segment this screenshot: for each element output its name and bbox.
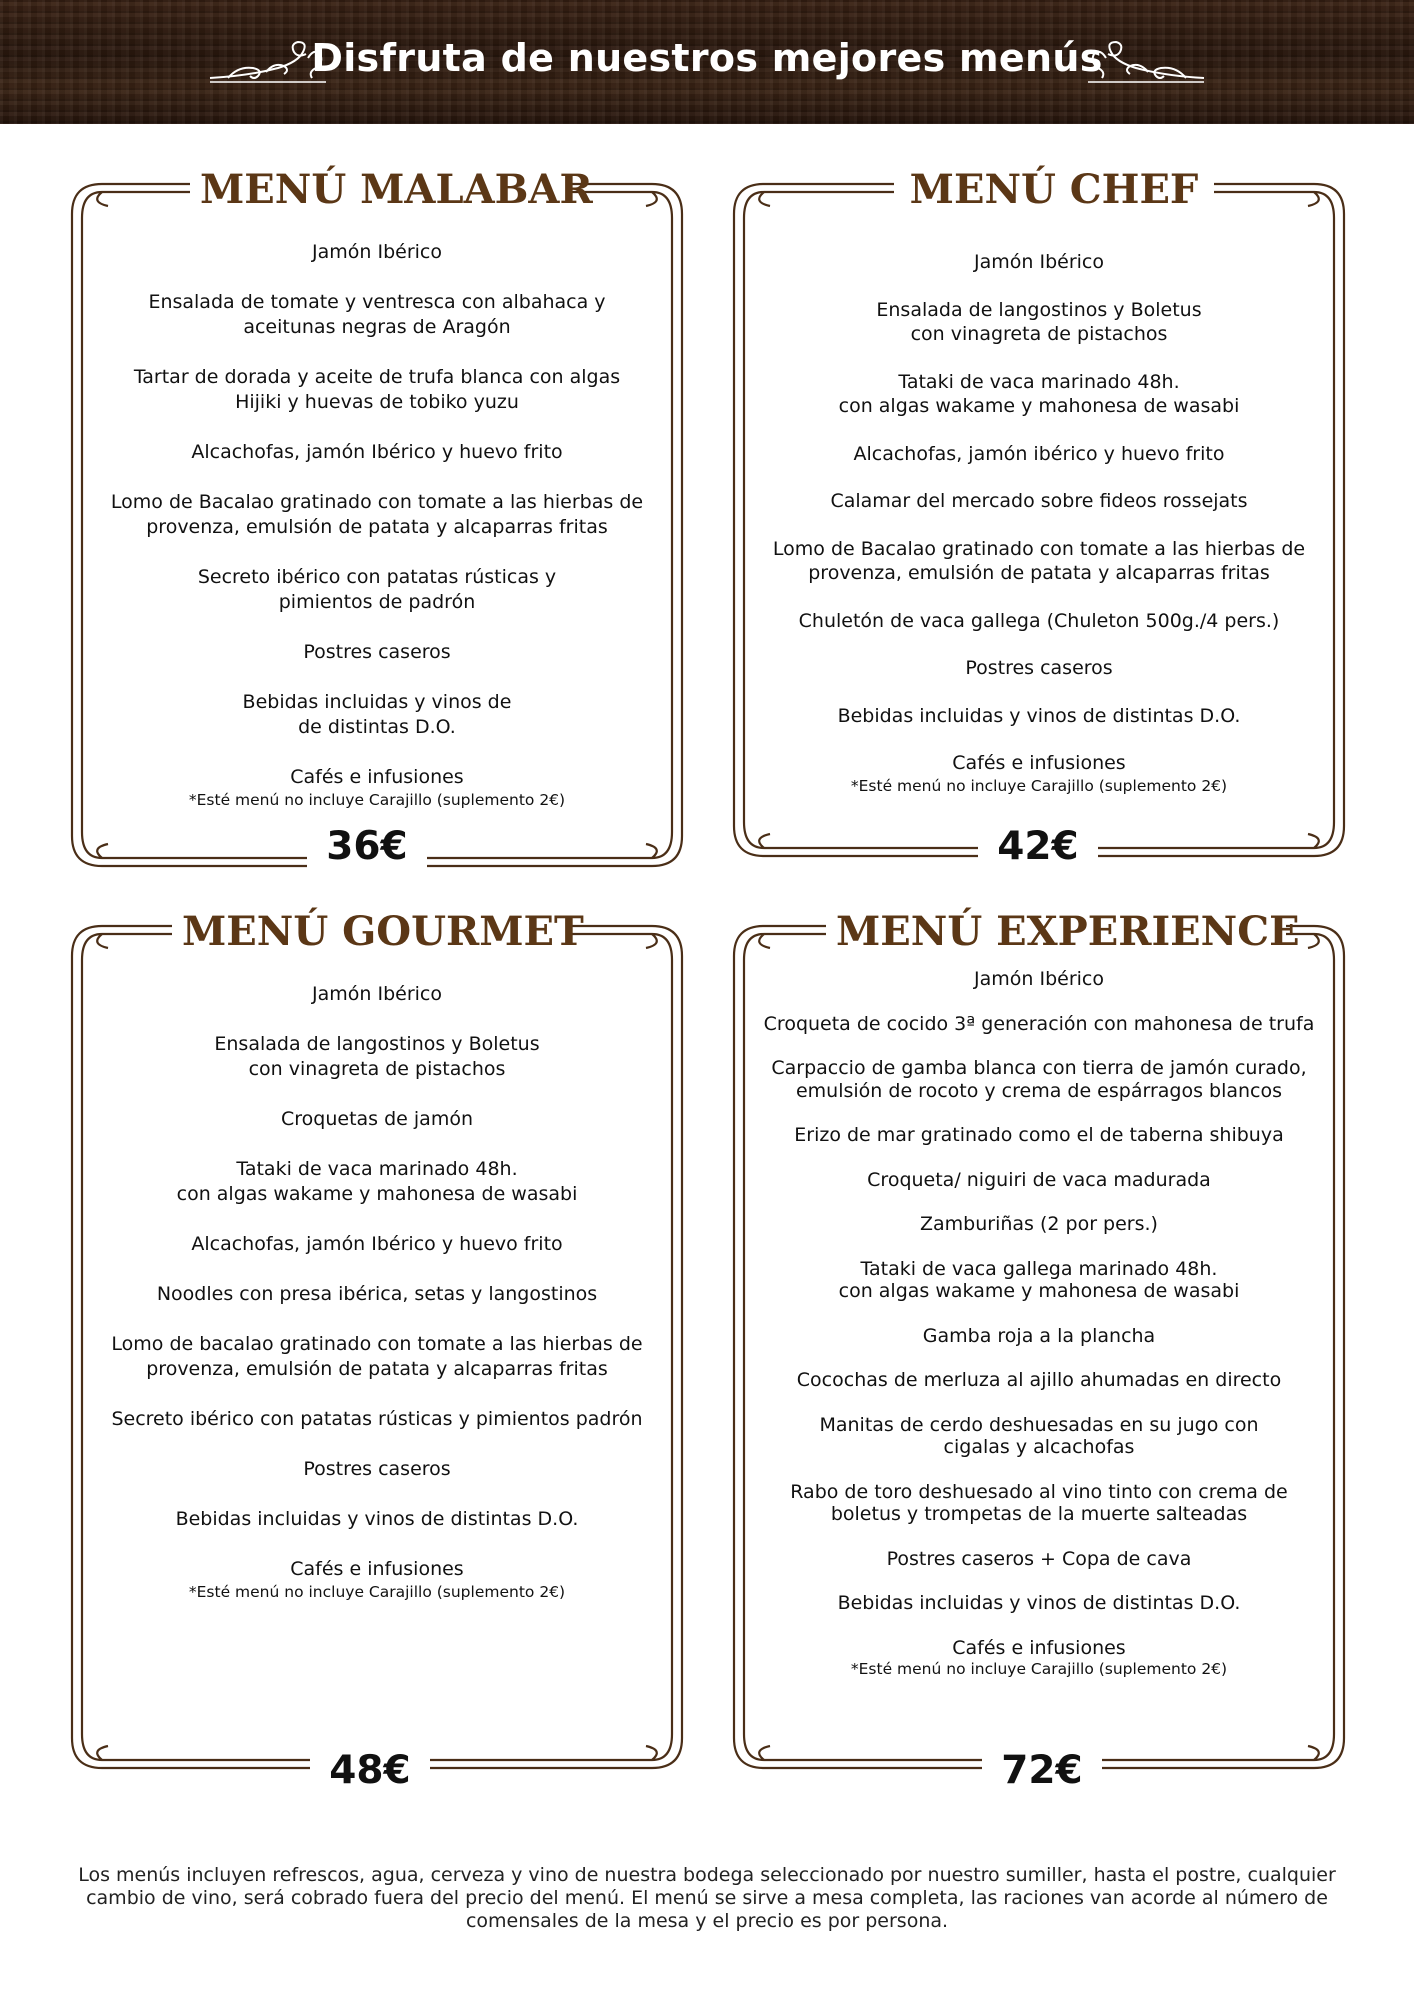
menu-item: Lomo de Bacalao gratinado con tomate a las hierbas de provenza, emulsión de patata y alcaparras fritas	[110, 491, 644, 538]
menu-items	[746, 250, 1332, 796]
menu-item: Cocochas de merluza al ajillo ahumadas en directo	[796, 1369, 1282, 1391]
menu-item: Bebidas incluidas y vinos de de distintas D.O.	[242, 691, 512, 738]
header-banner	[0, 0, 1414, 124]
menu-card-chef	[726, 160, 1352, 870]
menu-item: Rabo de toro deshuesado al vino tinto con crema de boletus y trompetas de la muerte salteadas	[790, 1480, 1288, 1525]
menu-item: Croqueta de cocido 3ª generación con mahonesa de trufa	[763, 1012, 1315, 1035]
item-list	[84, 240, 670, 790]
menu-item: Alcachofas, jamón ibérico y huevo frito	[853, 442, 1225, 465]
menu-item: Tataki de vaca marinado 48h. con algas wakame y mahonesa de wasabi	[838, 370, 1240, 417]
menu-item: Bebidas incluidas y vinos de distintas D.O.	[837, 704, 1241, 727]
menu-item: Jamón Ibérico	[312, 983, 442, 1005]
menu-title: MENÚ CHEF	[894, 166, 1214, 213]
menu-item: Postres caseros	[965, 657, 1113, 679]
menu-item: Carpaccio de gamba blanca con tierra de jamón curado, emulsión de rocoto y crema de espárragos blancos	[771, 1057, 1307, 1102]
page-title: Disfruta de nuestros mejores menús	[311, 36, 1103, 80]
menu-price: 42€	[978, 824, 1098, 869]
menu-item: Jamón Ibérico	[974, 968, 1104, 990]
menu-item: Croqueta/ niguiri de vaca madurada	[867, 1168, 1211, 1191]
menu-item: Croquetas de jamón	[281, 1108, 473, 1130]
menu-item: Secreto ibérico con patatas rústicas y pimientos de padrón	[197, 566, 557, 613]
menu-item: Ensalada de langostinos y Boletus con vinagreta de pistachos	[876, 298, 1202, 345]
menu-item: Lomo de Bacalao gratinado con tomate a las hierbas de provenza, emulsión de patata y alcaparras fritas	[772, 537, 1306, 584]
menu-item: Postres caseros	[303, 1458, 451, 1480]
menu-price: 48€	[310, 1748, 430, 1793]
menu-item: Cafés e infusiones	[952, 1636, 1126, 1659]
menu-item: Noodles con presa ibérica, setas y langostinos	[156, 1283, 598, 1305]
menu-item: Lomo de bacalao gratinado con tomate a las hierbas de provenza, emulsión de patata y alcaparras fritas	[111, 1333, 643, 1380]
menu-items	[746, 968, 1332, 1679]
menu-item: Gamba roja a la plancha	[922, 1324, 1156, 1347]
menu-item: Chuletón de vaca gallega (Chuleton 500g./4 pers.)	[798, 609, 1280, 632]
menu-item: Manitas de cerdo deshuesadas en su jugo con cigalas y alcachofas	[819, 1413, 1259, 1458]
menu-item: Cafés e infusiones	[952, 752, 1126, 774]
item-list	[746, 250, 1332, 776]
menu-item: Secreto ibérico con patatas rústicas y pimientos padrón	[111, 1408, 643, 1430]
menu-title: MENÚ MALABAR	[190, 166, 570, 213]
menu-item: Ensalada de tomate y ventresca con albahaca y aceitunas negras de Aragón	[148, 291, 606, 338]
menu-item: Tataki de vaca gallega marinado 48h. con algas wakame y mahonesa de wasabi	[838, 1257, 1240, 1302]
footer-disclaimer: Los menús incluyen refrescos, agua, cerveza y vino de nuestra bodega seleccionado por nuestro sumiller, hasta el postre, cualquier cambio de vino, será cobrado fuera del precio del menú. El menú se sirve a mesa completa, las raciones van acorde al número de comensales de la mesa y el precio es por persona.	[78, 1864, 1336, 1932]
menu-item: Ensalada de langostinos y Boletus con vinagreta de pistachos	[214, 1033, 540, 1080]
menu-note: *Esté menú no incluye Carajillo (suplemento 2€)	[850, 1660, 1228, 1678]
menu-card-gourmet	[64, 902, 690, 1793]
menu-card-malabar	[64, 160, 690, 880]
menu-item: Alcachofas, jamón Ibérico y huevo frito	[191, 441, 563, 463]
menu-item: Jamón Ibérico	[312, 241, 442, 263]
menu-item: Zamburiñas (2 por pers.)	[920, 1213, 1158, 1235]
menu-note: *Esté menú no incluye Carajillo (suplemento 2€)	[850, 776, 1228, 795]
menu-note: *Esté menú no incluye Carajillo (suplemento 2€)	[188, 791, 566, 809]
menu-item: Tartar de dorada y aceite de trufa blanca con algas Hijiki y huevas de tobiko yuzu	[133, 366, 621, 413]
flourish-right-icon	[1086, 38, 1206, 88]
menu-items	[84, 982, 670, 1602]
menu-title: MENÚ EXPERIENCE	[826, 908, 1286, 955]
menu-items	[84, 240, 670, 810]
menu-price: 36€	[307, 824, 427, 869]
menu-note: *Esté menú no incluye Carajillo (suplemento 2€)	[188, 1583, 566, 1601]
menu-item: Postres caseros + Copa de cava	[886, 1547, 1192, 1570]
menu-item: Jamón Ibérico	[974, 251, 1104, 273]
menu-card-experience	[726, 902, 1352, 1793]
menu-item: Bebidas incluidas y vinos de distintas D.O.	[837, 1592, 1241, 1614]
menu-item: Postres caseros	[303, 641, 451, 663]
menu-item: Alcachofas, jamón Ibérico y huevo frito	[191, 1233, 563, 1255]
menu-item: Calamar del mercado sobre fideos rossejats	[830, 490, 1248, 512]
menu-price: 72€	[982, 1748, 1102, 1793]
menu-item: Tataki de vaca marinado 48h. con algas wakame y mahonesa de wasabi	[176, 1158, 578, 1205]
menu-title: MENÚ GOURMET	[172, 908, 572, 955]
item-list	[746, 968, 1332, 1659]
menu-item: Cafés e infusiones	[290, 766, 464, 788]
item-list	[84, 982, 670, 1582]
menu-item: Erizo de mar gratinado como el de taberna shibuya	[794, 1124, 1284, 1146]
menu-item: Bebidas incluidas y vinos de distintas D.O.	[175, 1508, 579, 1530]
menu-item: Cafés e infusiones	[290, 1558, 464, 1580]
